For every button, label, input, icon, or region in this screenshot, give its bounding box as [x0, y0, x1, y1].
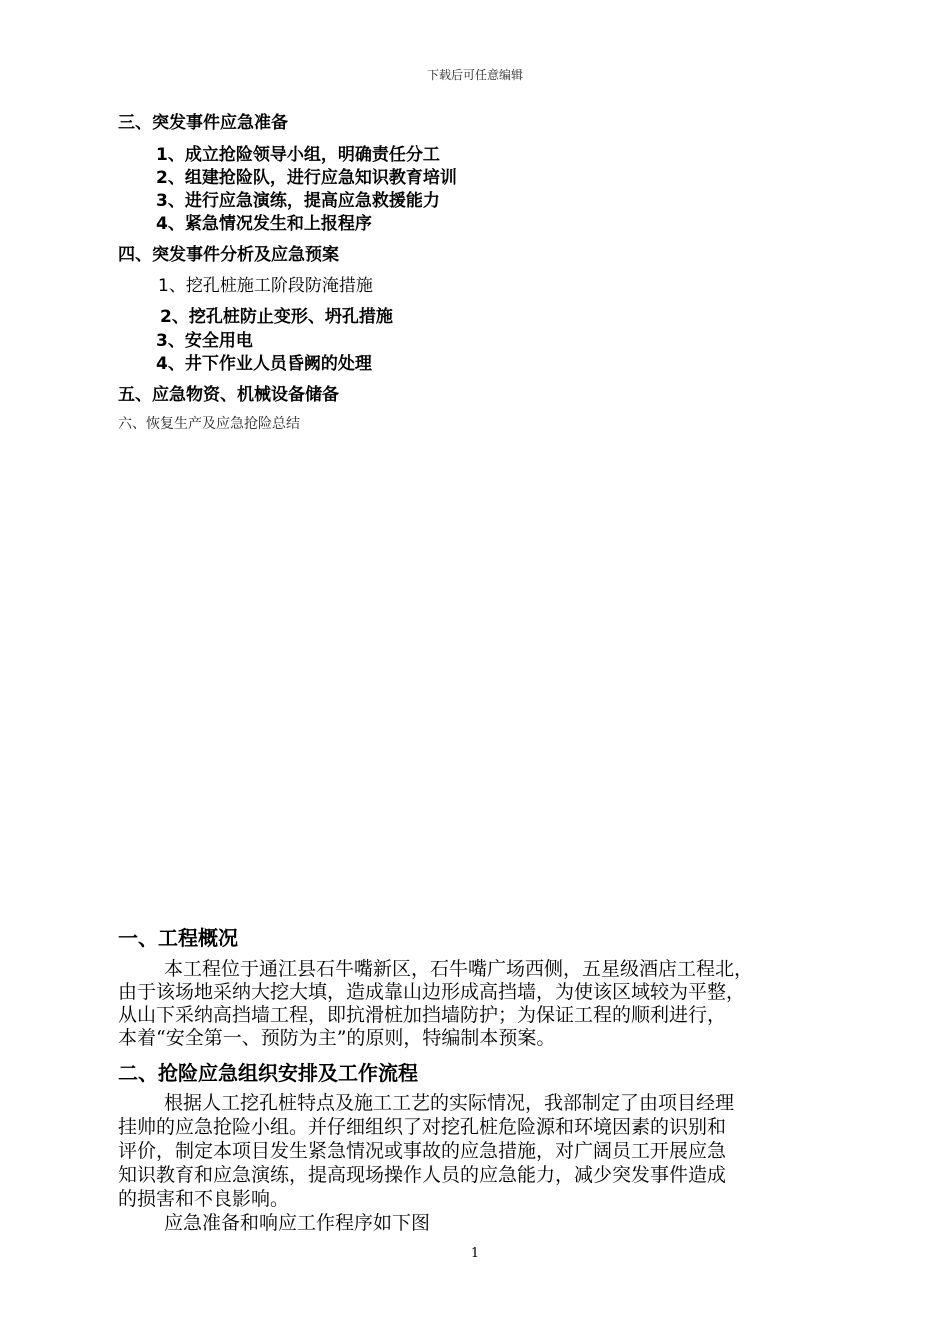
section-2-line-6: 应急准备和响应工作程序如下图: [164, 1212, 431, 1234]
section-1-line-3: 从山下采纳高挡墙工程，即抗滑桩加挡墙防护；为保证工程的顺利进行，: [118, 1004, 727, 1026]
section-2-line-1: 根据人工挖孔桩特点及施工工艺的实际情况，我部制定了由项目经理: [164, 1092, 735, 1114]
toc-s3-item-2: 2、组建抢险队，进行应急知识教育培训: [156, 168, 457, 188]
toc-s4-item-3: 3、安全用电: [156, 331, 253, 351]
section-2-title: 二、抢险应急组织安排及工作流程: [118, 1061, 418, 1085]
toc-s3-item-3: 3、进行应急演练，提高应急救援能力: [156, 191, 440, 211]
section-2-line-4: 知识教育和应急演练，提高现场操作人员的应急能力，减少突发事件造成: [118, 1164, 727, 1186]
section-1-title: 一、工程概况: [118, 926, 238, 950]
toc-s4-item-4: 4、井下作业人员昏阙的处理: [156, 354, 372, 374]
section-2-line-5: 的损害和不良影响。: [118, 1188, 290, 1210]
toc-section-4-title: 四、突发事件分析及应急预案: [118, 245, 339, 265]
toc-section-6-title: 六、恢复生产及应急抢险总结: [118, 416, 300, 432]
page-number: 1: [470, 1246, 480, 1261]
toc-s3-item-1: 1、成立抢险领导小组，明确责任分工: [156, 145, 440, 165]
toc-s4-item-1: 1、挖孔桩施工阶段防淹措施: [158, 276, 373, 296]
section-1-line-2: 由于该场地采纳大挖大填，造成靠山边形成高挡墙，为使该区域较为平整，: [118, 981, 746, 1003]
toc-section-5-title: 五、应急物资、机械设备储备: [118, 385, 339, 405]
section-1-line-4: 本着“安全第一、预防为主”的原则，特编制本预案。: [118, 1027, 556, 1049]
toc-section-3-title: 三、突发事件应急准备: [118, 113, 288, 133]
toc-s3-item-4: 4、紧急情况发生和上报程序: [156, 214, 372, 234]
page-header: 下载后可任意编辑: [426, 68, 523, 82]
section-2-line-2: 挂帅的应急抢险小组。并仔细组织了对挖孔桩危险源和环境因素的识别和: [118, 1116, 727, 1138]
section-1-line-1: 本工程位于通江县石牛嘴新区，石牛嘴广场西侧，五星级酒店工程北，: [164, 958, 754, 980]
section-2-line-3: 评价，制定本项目发生紧急情况或事故的应急措施，对广阔员工开展应急: [118, 1140, 727, 1162]
toc-s4-item-2: 2、挖孔桩防止变形、坍孔措施: [160, 307, 393, 327]
